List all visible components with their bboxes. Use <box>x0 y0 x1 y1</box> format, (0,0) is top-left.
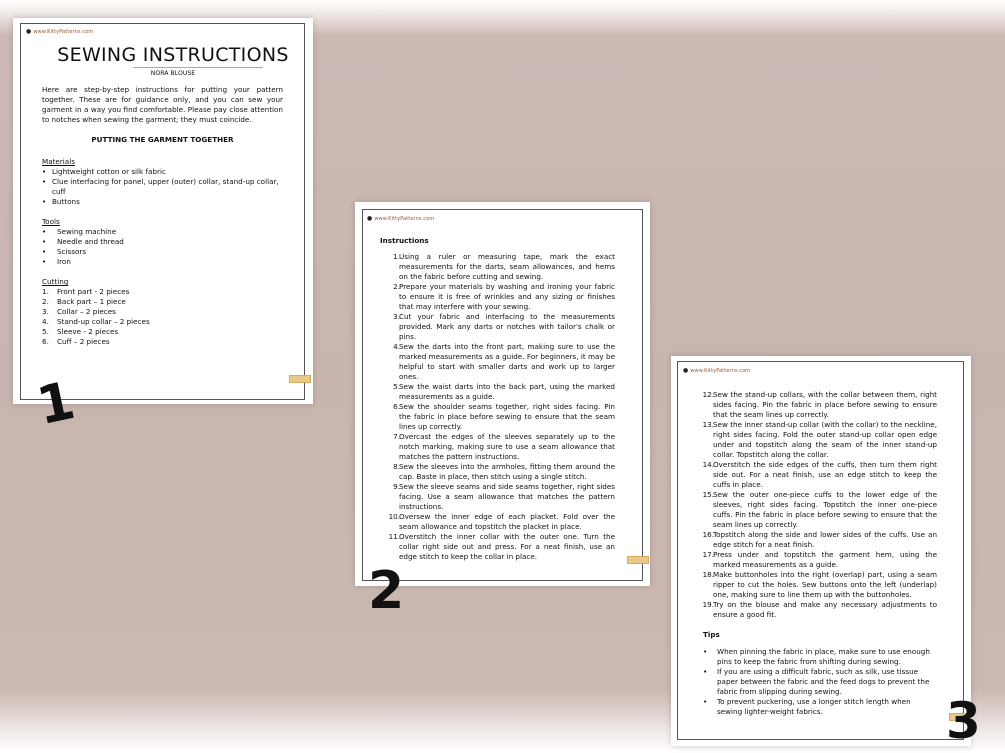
paw-icon: ● <box>367 215 373 222</box>
list-item: • Iron <box>42 257 283 267</box>
list-item: 16. Topstitch along the side and lower sides of the cuffs. Use an edge stitch for a neat finish. <box>702 530 937 549</box>
list-item: 5. Sew the waist darts into the back part, using the marked measurements as a guide. <box>393 382 615 401</box>
tools-label: Tools <box>42 217 60 226</box>
page-3-sheet <box>671 356 971 746</box>
page-number-3: 3 <box>946 692 981 750</box>
list-item: 1. Using a ruler or measuring tape, mark the exact measurements for the darts, seam allowances, and hems on the fabric before cutting and sewing. <box>393 252 615 281</box>
list-item: 4. Sew the darts into the front part, making sure to use the marked measurements as a guide. For beginners, it may be helpful to start with smaller darts and work up to larger ones. <box>393 342 615 381</box>
list-item: 6. Sew the shoulder seams together, right sides facing. Pin the fabric in place before sewing to ensure that the seam lines up correctly. <box>393 402 615 431</box>
page-number-1: 1 <box>32 370 81 438</box>
list-item: 15. Sew the outer one-piece cuffs to the lower edge of the sleeves, right sides facing. Topstitch the inner one-piece cuffs. Pin the fabric in place before sewing to ensure that the seam lines up correctly. <box>702 490 937 529</box>
section-heading: PUTTING THE GARMENT TOGETHER <box>91 135 234 144</box>
site-logo: ● www.KittyPatterns.com <box>26 28 94 35</box>
intro-paragraph: Here are step-by-step instructions for putting your pattern together. These are for guidance only, and you can sew your garment in a way you find comfortable. Please pay close attention to notches when sewing the garment; they must coincide. <box>42 85 283 124</box>
page-2-sheet <box>355 202 650 586</box>
tips-list <box>703 647 937 717</box>
list-item: 1. Front part - 2 pieces <box>42 287 130 296</box>
list-item: 5. Sleeve - 2 pieces <box>42 327 119 336</box>
cutting-list <box>42 287 283 347</box>
list-item: • Clue interfacing for panel, upper (outer) collar, stand-up collar, cuff <box>42 177 283 197</box>
list-item: 18. Make buttonholes into the right (overlap) part, using a seam ripper to cut the holes. Sew buttons onto the left (underlap) one, making sure to line them up with the buttonholes. <box>702 570 937 599</box>
list-item: 2. Prepare your materials by washing and ironing your fabric to ensure it is free of wrinkles and any sizing or finishes that may interfere with your sewing. <box>393 282 615 311</box>
title-underline <box>133 67 263 68</box>
list-item: 17. Press under and topstitch the garment hem, using the marked measurements as a guide. <box>702 550 937 569</box>
list-item: 3. Cut your fabric and interfacing to the measurements provided. Mark any darts or notches with tailor's chalk or pins. <box>393 312 615 341</box>
page-1-sheet <box>13 18 313 404</box>
list-item: 14. Overstitch the side edges of the cuffs, then turn them right side out. For a neat finish, use an edge stitch to keep the cuffs in place. <box>702 460 937 489</box>
list-item: • Needle and thread <box>42 237 283 247</box>
paw-icon: ● <box>683 367 689 374</box>
list-item: 4. Stand-up collar – 2 pieces <box>42 317 150 326</box>
list-item: 9. Sew the sleeve seams and side seams together, right sides facing. Use a seam allowance that matches the pattern instructions. <box>393 482 615 511</box>
page-3-content <box>699 390 937 717</box>
list-item: 19. Try on the blouse and make any necessary adjustments to ensure a good fit. <box>702 600 937 619</box>
list-item: 7. Overcast the edges of the sleeves separately up to the notch marking, making sure to use a seam allowance that matches the pattern instructions. <box>393 432 615 461</box>
tools-list <box>42 227 283 267</box>
list-item: 3. Collar – 2 pieces <box>42 307 116 316</box>
materials-label: Materials <box>42 157 75 166</box>
list-item: • When pinning the fabric in place, make sure to use enough pins to keep the fabric from shifting during sewing. <box>703 647 937 667</box>
materials-list <box>42 167 283 207</box>
instructions-heading: Instructions <box>380 236 429 245</box>
instructions-list-continued <box>699 390 937 620</box>
list-item: 8. Sew the sleeves into the armholes, fitting them around the cap. Baste in place, then stitch using a single stitch. <box>393 462 615 481</box>
page-1-content <box>42 85 283 347</box>
list-item: • Buttons <box>42 197 283 207</box>
list-item: 12. Sew the stand-up collars, with the collar between them, right sides facing. Pin the fabric in place before sewing to ensure that the seam lines up correctly. <box>702 390 937 419</box>
list-item: 6. Cuff – 2 pieces <box>42 337 110 346</box>
footer-badge <box>289 375 311 383</box>
list-item: • Sewing machine <box>42 227 283 237</box>
list-item: • Scissors <box>42 247 283 257</box>
list-item: 11. Overstitch the inner collar with the outer one. Turn the collar right side out and press. For a neat finish, use an edge stitch to keep the collar in place. <box>388 532 615 561</box>
list-item: • To prevent puckering, use a longer stitch length when sewing lighter-weight fabrics. <box>703 697 937 717</box>
list-item: • Lightweight cotton or silk fabric <box>42 167 283 177</box>
paw-icon: ● <box>26 28 32 35</box>
site-logo: ● www.KittyPatterns.com <box>367 215 435 222</box>
instructions-list <box>380 252 615 562</box>
list-item: • If you are using a difficult fabric, such as silk, use tissue paper between the fabric and the feed dogs to prevent the fabric from slipping during sewing. <box>703 667 937 697</box>
page-title: SEWING INSTRUCTIONS <box>57 44 289 66</box>
list-item: 2. Back part – 1 piece <box>42 297 126 306</box>
list-item: 10. Oversew the inner edge of each placket. Fold over the seam allowance and topstitch the placket in place. <box>388 512 615 531</box>
page-number-2: 2 <box>368 561 405 621</box>
tips-heading: Tips <box>703 630 720 639</box>
cutting-label: Cutting <box>42 277 69 286</box>
page-subtitle: NORA BLOUSE <box>150 70 196 77</box>
site-logo: ● www.KittyPatterns.com <box>683 367 751 374</box>
page-2-content <box>380 236 615 562</box>
list-item: 13. Sew the inner stand-up collar (with the collar) to the neckline, right sides facing. Fold the outer stand-up collar open edge under and topstitch along the seam of the inner stand-up collar. Topstitch along the collar. <box>702 420 937 459</box>
footer-badge <box>627 556 649 564</box>
